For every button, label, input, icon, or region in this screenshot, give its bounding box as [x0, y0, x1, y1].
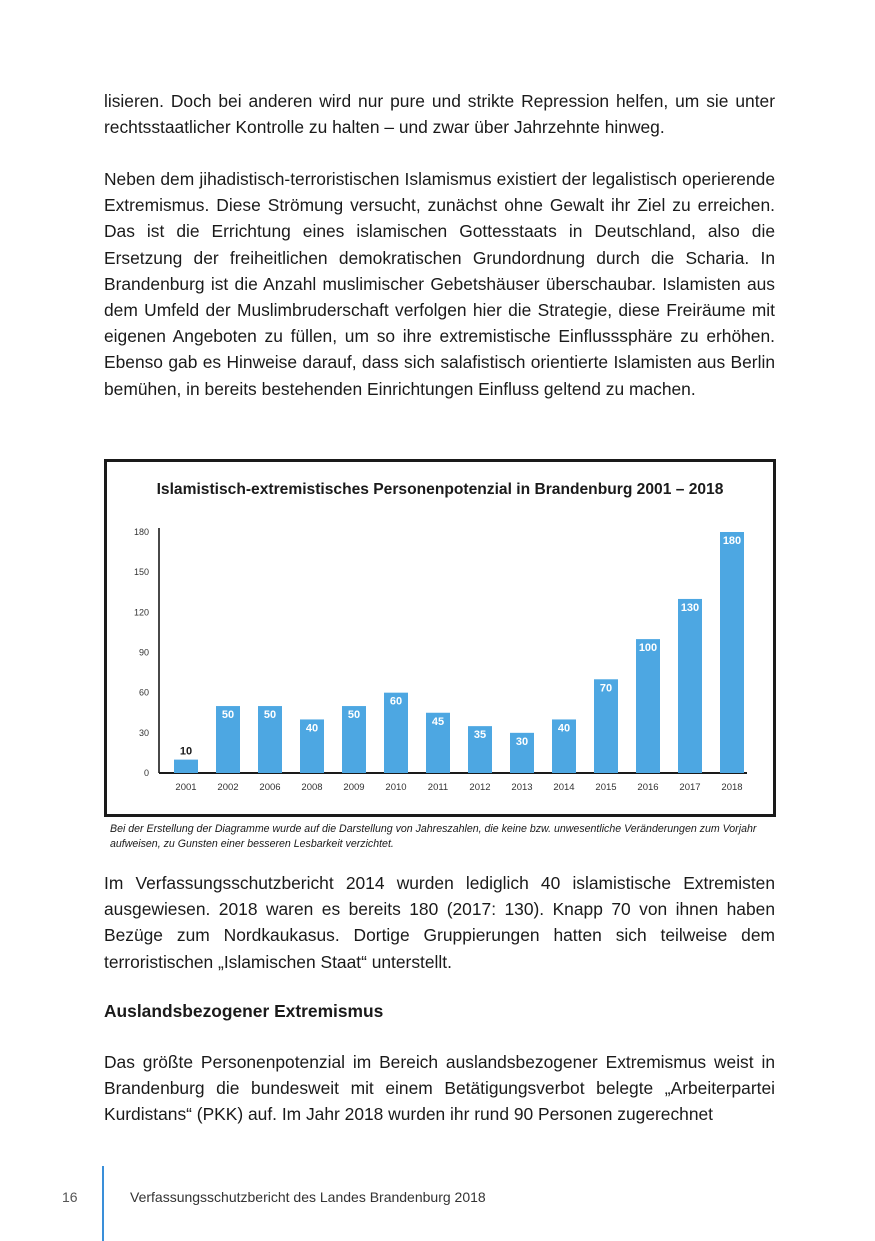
data-label-2012: 35 [473, 729, 487, 742]
x-tick-label-2002: 2002 [217, 782, 239, 793]
bar-chart [107, 462, 773, 814]
bar-2016 [636, 639, 660, 773]
data-label-2018: 180 [722, 535, 742, 547]
page-number: 16 [62, 1189, 78, 1205]
data-label-2008: 40 [305, 722, 319, 735]
running-footer-title: Verfassungsschutzbericht des Landes Brandenburg 2018 [130, 1189, 486, 1205]
chart-title: Islamistisch-extremistisches Personenpotenzial in Brandenburg 2001 – 2018 [156, 481, 724, 498]
y-tick-label: 30 [138, 727, 149, 738]
x-tick-label-2009: 2009 [343, 782, 365, 793]
footer-divider [102, 1166, 104, 1241]
x-tick-label-2017: 2017 [679, 782, 701, 793]
bar-2001 [174, 760, 198, 773]
y-tick-label: 60 [138, 687, 149, 698]
data-label-2002: 50 [221, 709, 235, 722]
data-label-2014: 40 [557, 722, 571, 735]
x-tick-label-2011: 2011 [427, 782, 449, 793]
data-label-2015: 70 [599, 682, 613, 695]
data-label-2010: 60 [389, 695, 403, 708]
x-tick-label-2016: 2016 [637, 782, 659, 793]
x-tick-label-2008: 2008 [301, 782, 323, 793]
x-tick-label-2012: 2012 [469, 782, 491, 793]
section-heading: Auslandsbezogener Extremismus [104, 1001, 384, 1021]
paragraph-statistics: Im Verfassungsschutzbericht 2014 wurden lediglich 40 islamistische Extremisten ausgewiesen. 2018 waren es bereits 180 (2017: 130). Knapp 70 von ihnen haben Bezüge zum Nordkaukasus. Dortige Gruppierungen hatten sich teilweise dem terroristischen „Islamischen Staat“ unterstellt. [104, 873, 775, 972]
x-tick-label-2014: 2014 [553, 782, 575, 793]
chart-frame [104, 459, 776, 817]
y-tick-label: 0 [143, 768, 149, 778]
data-label-2006: 50 [263, 709, 277, 722]
data-label-2017: 130 [680, 601, 700, 614]
y-tick-label: 90 [138, 647, 149, 658]
y-tick-label: 150 [133, 567, 149, 578]
x-tick-label-2001: 2001 [175, 782, 197, 793]
paragraph-intro: lisieren. Doch bei anderen wird nur pure und strikte Repression helfen, um sie unter rechtsstaatlicher Kontrolle zu halten – und zwar über Jahrzehnte hinweg. [104, 91, 775, 138]
bar-2018 [720, 532, 744, 773]
x-tick-label-2010: 2010 [385, 782, 407, 793]
paragraph-legalist-extremism: Neben dem jihadistisch-terroristischen Islamismus existiert der legalistisch operierende Extremismus. Diese Strömung versucht, zunächst ohne Gewalt ihr Ziel zu erreichen. Das ist die Errichtung eines islamischen Gottesstaats in Deutschland, also die Ersetzung der freiheitlichen demokratischen Grundordnung durch die Scharia. In Brandenburg ist die Anzahl muslimischer Gebetshäuser überschaubar. Islamisten aus dem Umfeld der Muslimbruderschaft verfolgen hier die Strategie, diese Freiräume mit eigenen Angeboten zu füllen, um so ihre extremistische Einflusssphäre zu erhöhen. Ebenso gab es Hinweise darauf, dass sich salafistisch orientierte Islamisten aus Berlin bemühen, in bereits bestehenden Einrichtungen Einfluss geltend zu machen. [104, 169, 775, 399]
x-tick-label-2015: 2015 [595, 782, 617, 793]
data-label-2013: 30 [515, 735, 529, 748]
x-tick-label-2018: 2018 [721, 782, 743, 793]
chart-footnote: Bei der Erstellung der Diagramme wurde auf die Darstellung von Jahreszahlen, die keine bzw. unwesentliche Veränderungen zum Vorjahr aufweisen, zu Gunsten einer besseren Lesbarkeit verzichtet. [110, 823, 757, 850]
x-tick-label-2013: 2013 [511, 782, 533, 793]
y-tick-label: 120 [133, 607, 149, 618]
data-label-2016: 100 [638, 642, 658, 655]
data-label-2009: 50 [347, 709, 361, 722]
data-label-2001: 10 [179, 745, 193, 758]
paragraph-foreign-extremism: Das größte Personenpotenzial im Bereich auslandsbezogener Extremismus weist in Brandenburg die bundesweit mit einem Betätigungsverbot belegte „Arbeiterpartei Kurdistans“ (PKK) auf. Im Jahr 2018 wurden ihr rund 90 Personen zugerechnet [104, 1052, 775, 1125]
y-tick-label: 180 [133, 527, 149, 537]
bar-2017 [678, 599, 702, 773]
x-tick-label-2006: 2006 [259, 782, 281, 793]
data-label-2011: 45 [431, 715, 445, 728]
